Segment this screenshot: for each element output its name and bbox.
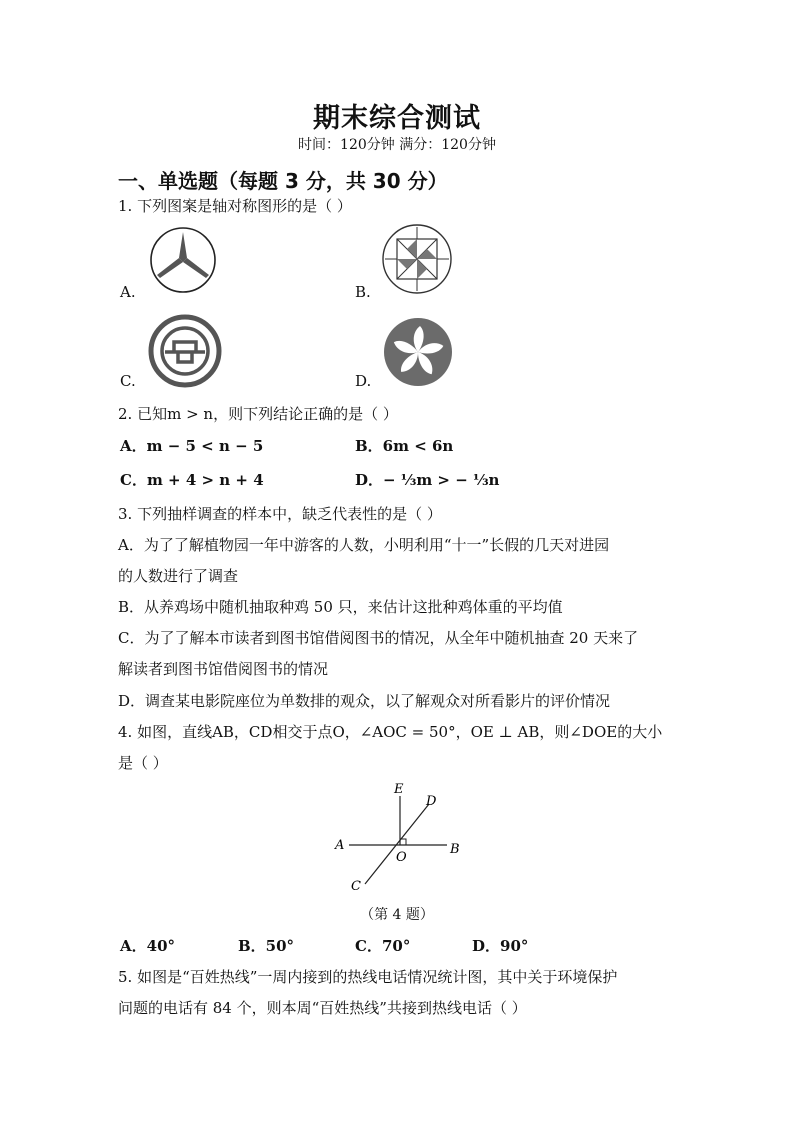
label-a: A (335, 838, 345, 853)
exam-time-info: 时间：120分钟 满分：120分钟 (298, 137, 496, 153)
question-4-stem-line2: 是（ ） (118, 754, 168, 772)
q3-option-a-line1: A．为了了解植物园一年中游客的人数，小明利用“十一”长假的几天对进园 (118, 536, 610, 554)
q3-option-c-line2: 解读者到图书馆借阅图书的情况 (118, 660, 329, 678)
label-d: D (426, 794, 437, 809)
label-c: C (351, 879, 361, 894)
label-b: B (450, 842, 460, 857)
q2-option-c: C．m + 4 > n + 4 (120, 471, 264, 489)
q4-option-d: D．90° (472, 937, 529, 955)
question-5-stem-line1: 5. 如图是“百姓热线”一周内接到的热线电话情况统计图，其中关于环境保护 (118, 968, 618, 986)
q1-option-c-label: C. (120, 372, 136, 390)
q2-option-d: D．− ⅓m > − ⅓n (355, 471, 500, 489)
circle-monogram-emblem-icon (148, 314, 222, 388)
angle-figure-diagram (325, 778, 475, 898)
section-heading: 一、单选题（每题 3 分，共 30 分） (118, 169, 448, 193)
question-2-stem: 2. 已知m > n，则下列结论正确的是（ ） (118, 405, 398, 423)
q4-option-a: A．40° (120, 937, 176, 955)
q3-option-b: B．从养鸡场中随机抽取种鸡 50 只，来估计这批种鸡体重的平均值 (118, 598, 563, 616)
pinwheel-tangram-emblem-icon (381, 223, 453, 295)
bauhinia-flower-emblem-icon (382, 316, 454, 388)
line-cd (365, 804, 429, 884)
q3-option-c-line1: C．为了了解本市读者到图书馆借阅图书的情况，从全年中随机抽查 20 天来了 (118, 629, 639, 647)
q2-option-a: A．m − 5 < n − 5 (120, 437, 264, 455)
q1-option-a-label: A. (120, 283, 136, 301)
question-3-stem: 3. 下列抽样调查的样本中，缺乏代表性的是（ ） (118, 505, 442, 523)
q4-option-c: C．70° (355, 937, 411, 955)
mercedes-style-emblem-icon (148, 225, 218, 295)
q3-option-d: D．调查某电影院座位为单数排的观众，以了解观众对所看影片的评价情况 (118, 692, 611, 710)
q4-option-b: B．50° (238, 937, 295, 955)
q1-option-b-label: B. (355, 283, 371, 301)
figure-caption: （第 4 题） (360, 907, 434, 923)
question-4-stem-line1: 4. 如图，直线AB，CD相交于点O，∠AOC = 50°，OE ⊥ AB，则∠DOE的大小 (118, 723, 663, 741)
q2-option-b: B．6m < 6n (355, 437, 454, 455)
q1-option-d-label: D. (355, 372, 372, 390)
label-o: O (396, 850, 407, 865)
question-5-stem-line2: 问题的电话有 84 个，则本周“百姓热线”共接到热线电话（ ） (118, 999, 527, 1017)
label-e: E (394, 782, 404, 797)
q3-option-a-line2: 的人数进行了调查 (118, 567, 239, 585)
page-title: 期末综合测试 (313, 103, 481, 134)
question-1-stem: 1. 下列图案是轴对称图形的是（ ） (118, 197, 352, 215)
